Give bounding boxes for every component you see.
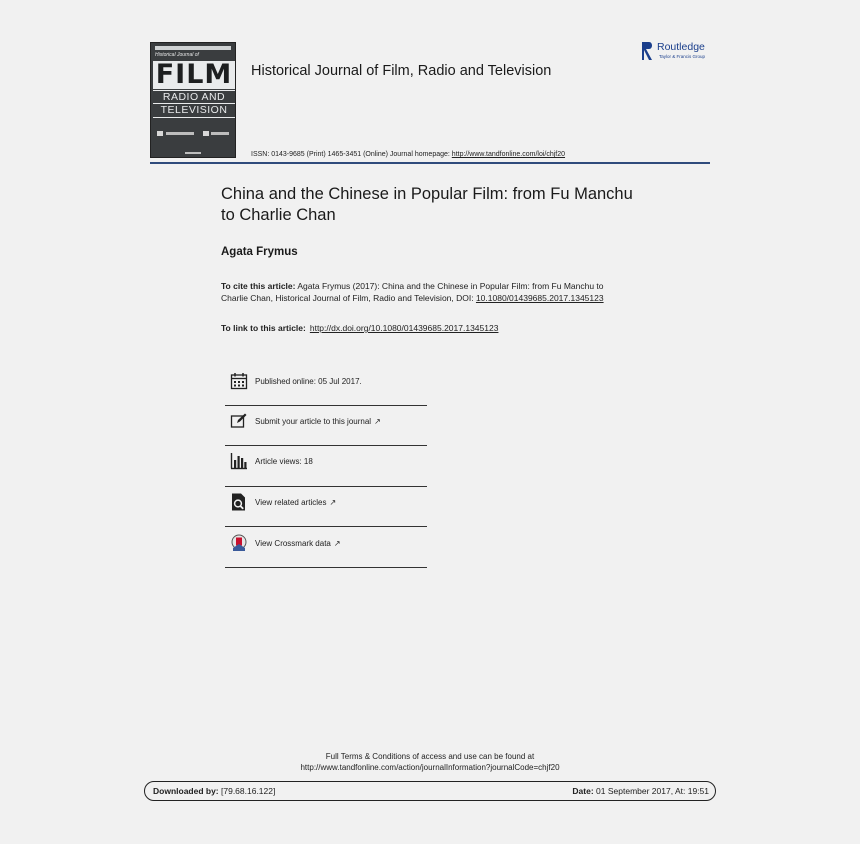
journal-homepage-link[interactable]: http://www.tandfonline.com/loi/chjf20 bbox=[451, 151, 566, 158]
submit-article-label bbox=[255, 417, 381, 426]
terms-url[interactable]: http://www.tandfonline.com/action/journalInformation?journalCode=chjf20 bbox=[300, 763, 560, 772]
submit-article-row[interactable] bbox=[225, 412, 427, 452]
citation-doi-link[interactable]: 10.1080/01439685.2017.1345123 bbox=[475, 292, 604, 303]
search-document-icon bbox=[230, 493, 248, 511]
cover-publisher-logos bbox=[157, 131, 231, 137]
cover-film-title: FILM bbox=[153, 61, 235, 89]
issn-text: ISSN: 0143-9685 (Print) 1465-3451 (Online) Journal homepage: bbox=[251, 151, 452, 158]
article-link-label: To link to this article: bbox=[221, 323, 306, 333]
crossmark-label bbox=[255, 539, 341, 548]
downloaded-by-label: Downloaded by: bbox=[153, 786, 219, 796]
crossmark-icon bbox=[230, 534, 248, 552]
routledge-icon bbox=[641, 41, 655, 61]
download-bar bbox=[144, 781, 716, 801]
publisher-logo bbox=[641, 41, 721, 63]
crossmark-row[interactable] bbox=[225, 534, 427, 574]
cover-bottom-strip bbox=[185, 152, 201, 154]
cover-radio-title: RADIO AND bbox=[153, 90, 235, 104]
published-online-row bbox=[225, 372, 427, 412]
downloaded-by-value: [79.68.16.122] bbox=[218, 786, 276, 796]
cover-small-title: Historical Journal of bbox=[155, 52, 199, 58]
citation-label: To cite this article: bbox=[221, 281, 296, 291]
download-date bbox=[572, 786, 709, 796]
external-link-icon: ↗ bbox=[329, 498, 337, 507]
journal-title: Historical Journal of Film, Radio and Television bbox=[251, 63, 552, 79]
divider bbox=[225, 567, 427, 568]
related-articles-label bbox=[255, 498, 336, 507]
external-link-icon: ↗ bbox=[374, 417, 381, 426]
citation-text: Agata Frymus (2017): China and the Chinese in Popular Film: from Fu Manchu to Charlie Chan, Historical Journal of Film, Radio and Television, DOI: bbox=[221, 281, 604, 303]
divider bbox=[225, 405, 427, 406]
divider bbox=[225, 445, 427, 446]
divider bbox=[225, 526, 427, 527]
bar-chart-icon bbox=[230, 452, 248, 470]
edit-icon bbox=[230, 412, 248, 430]
article-title: China and the Chinese in Popular Film: from Fu Manchu to Charlie Chan bbox=[221, 185, 633, 224]
terms-notice bbox=[0, 751, 860, 773]
divider bbox=[225, 486, 427, 487]
crossmark-text[interactable]: View Crossmark data bbox=[255, 539, 331, 548]
download-date-label: Date: bbox=[572, 786, 594, 796]
issn-line bbox=[251, 151, 565, 158]
citation-block bbox=[221, 281, 621, 304]
publisher-tagline: Taylor & Francis Group bbox=[659, 54, 706, 59]
article-views-text: Article views: 18 bbox=[255, 457, 313, 466]
calendar-icon bbox=[230, 372, 248, 390]
publisher-name: Routledge bbox=[657, 41, 705, 53]
terms-line-1: Full Terms & Conditions of access and use can be found at bbox=[325, 752, 535, 761]
related-articles-text[interactable]: View related articles bbox=[255, 498, 327, 507]
download-date-value: 01 September 2017, At: 19:51 bbox=[593, 786, 709, 796]
cover-top-strip bbox=[155, 46, 231, 50]
cover-tv-title: TELEVISION bbox=[153, 103, 235, 118]
downloaded-by bbox=[153, 786, 275, 796]
header-rule bbox=[150, 162, 710, 164]
published-online-text: Published online: 05 Jul 2017. bbox=[255, 377, 362, 386]
external-link-icon: ↗ bbox=[333, 539, 341, 548]
journal-cover bbox=[150, 42, 236, 158]
submit-article-text[interactable]: Submit your article to this journal bbox=[255, 417, 372, 426]
article-link-line bbox=[221, 323, 498, 333]
article-doi-link[interactable]: http://dx.doi.org/10.1080/01439685.2017.1345123 bbox=[309, 323, 499, 333]
article-author: Agata Frymus bbox=[221, 246, 298, 258]
related-articles-row[interactable] bbox=[225, 493, 427, 533]
